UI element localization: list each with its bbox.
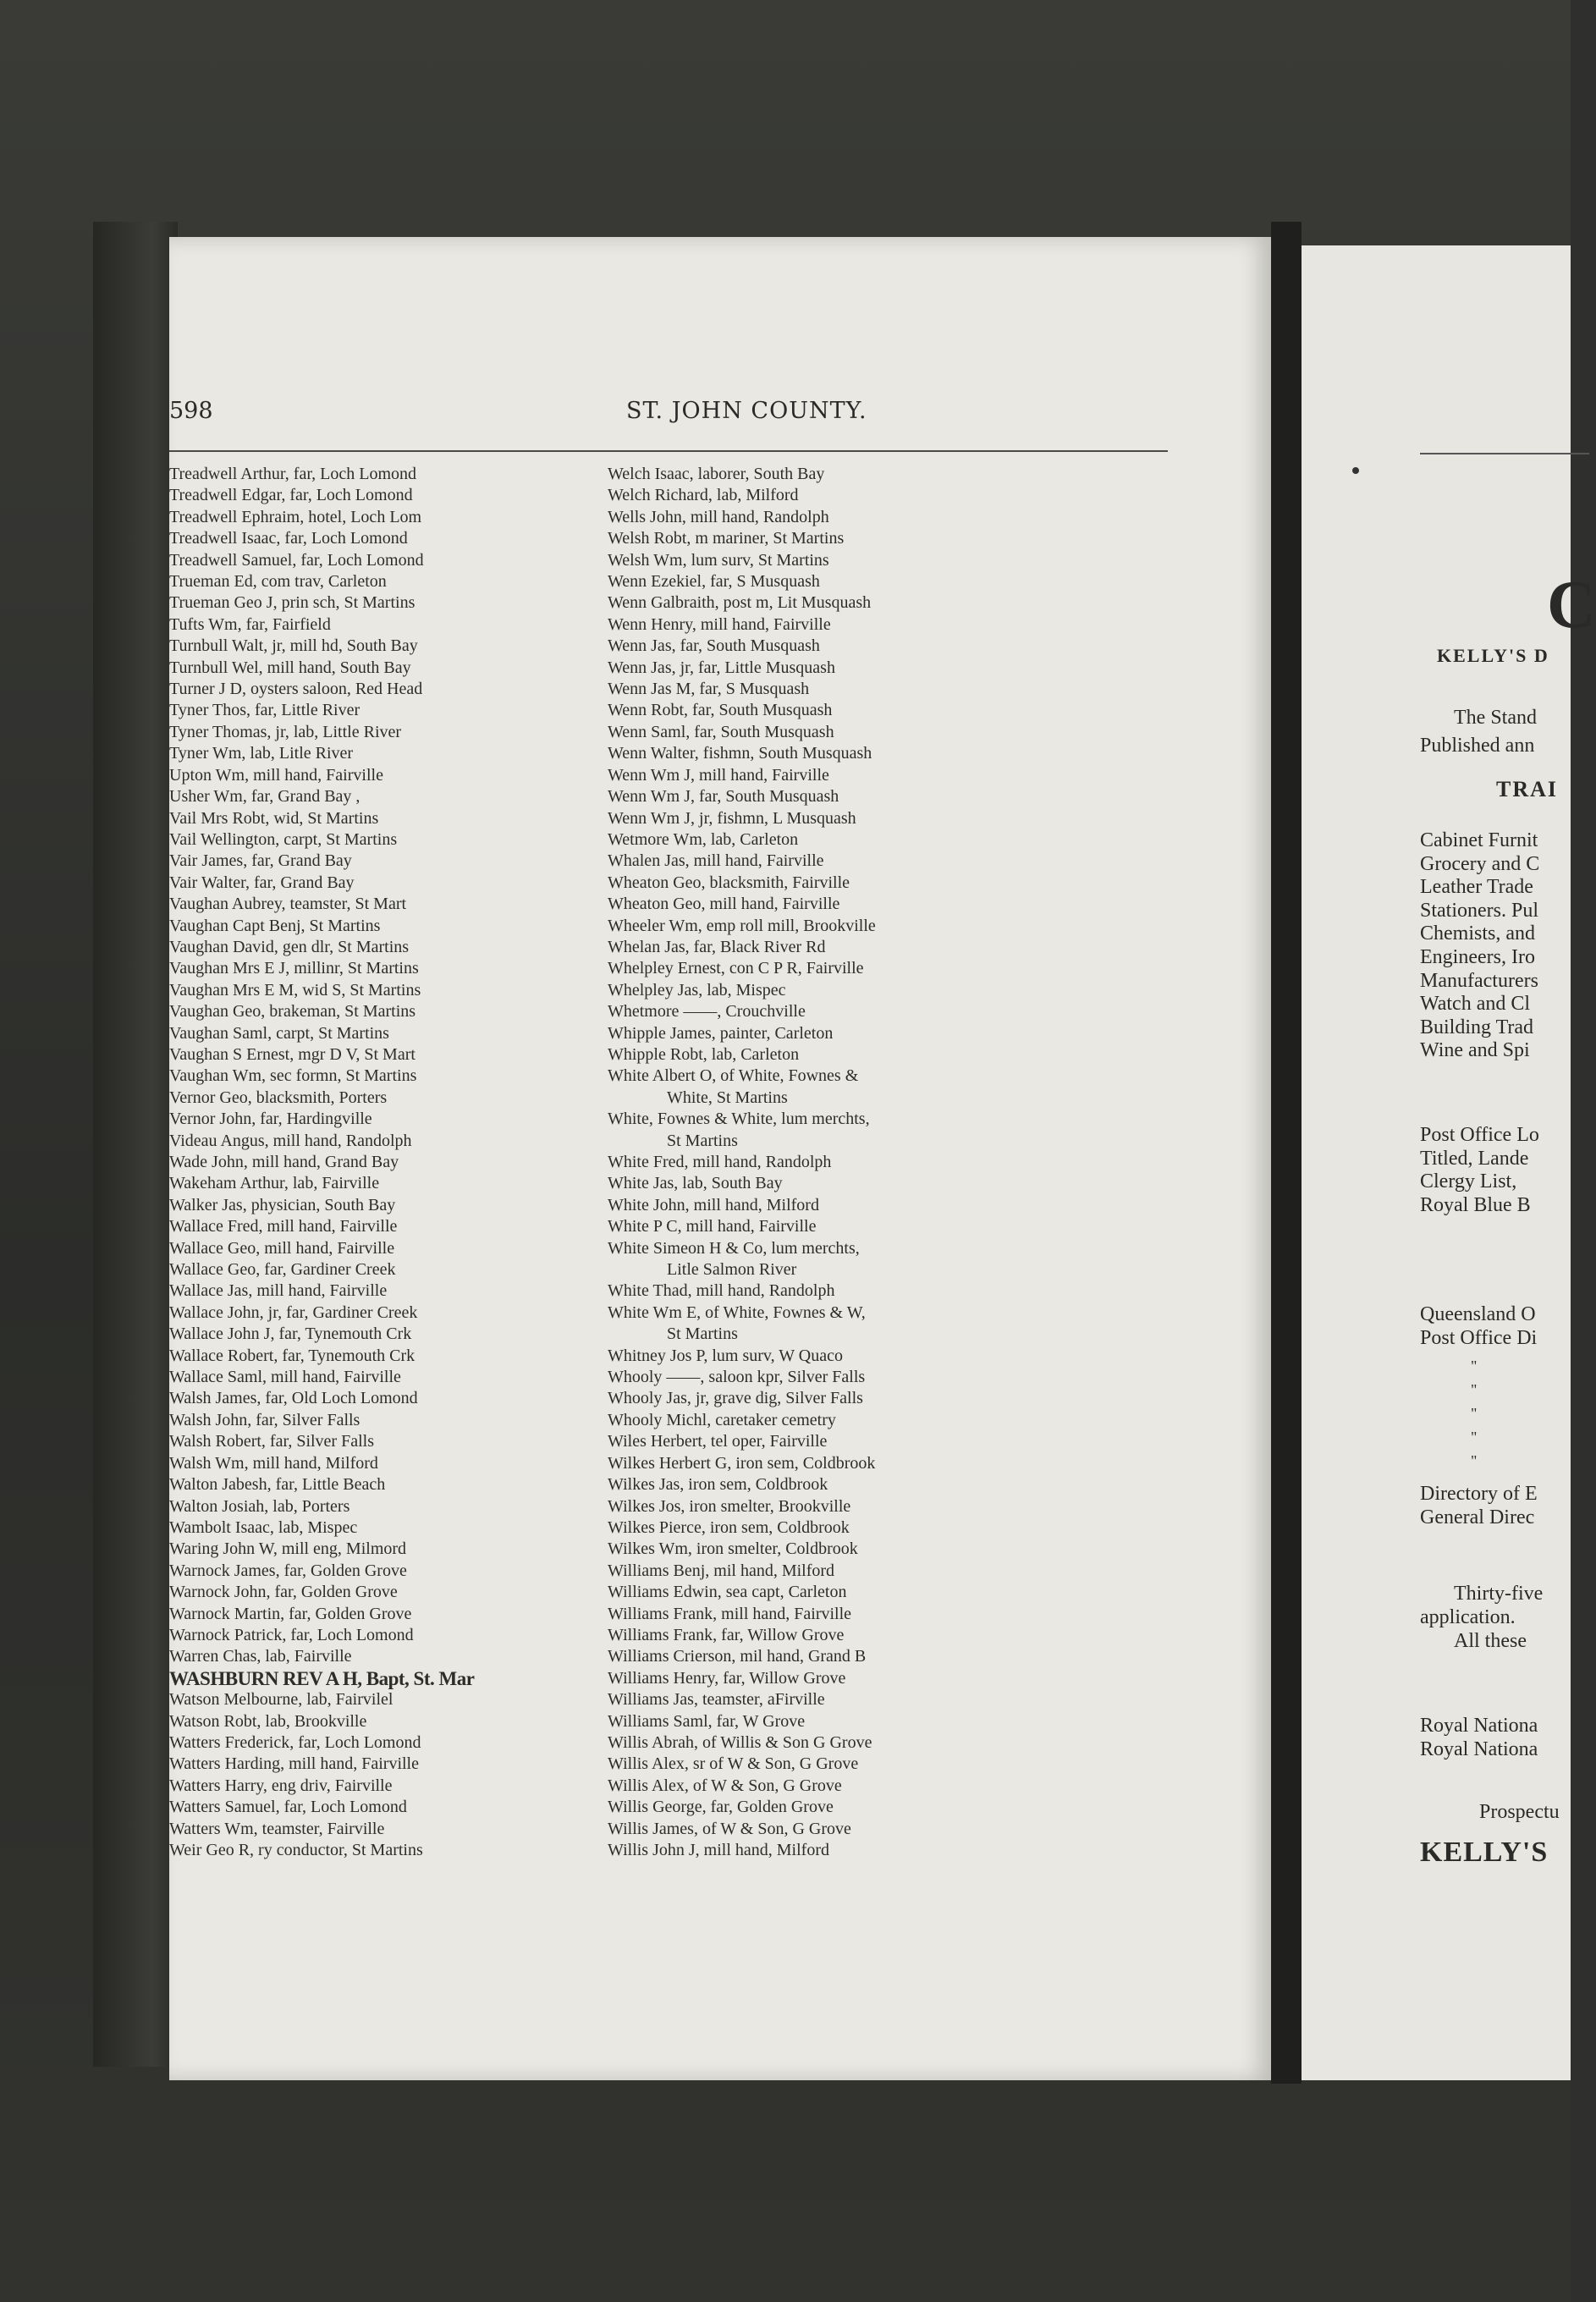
directory-entry: Walsh Wm, mill hand, Milford [169, 1453, 378, 1473]
directory-entry: Whelan Jas, far, Black River Rd [608, 937, 826, 956]
list-item: Watch and Cl [1420, 993, 1531, 1016]
directory-entry: Usher Wm, far, Grand Bay , [169, 787, 360, 807]
directory-entry: Vaughan Capt Benj, St Martins [169, 916, 381, 935]
book-gutter [1271, 222, 1302, 2084]
directory-entry-continuation: Litle Salmon River [667, 1260, 797, 1280]
directory-entry-continuation: White, St Martins [667, 1088, 788, 1107]
directory-entry: Wells John, mill hand, Randolph [608, 507, 829, 526]
directory-entry: White Wm E, of White, Fownes & W, [608, 1302, 866, 1322]
directory-entry: Tyner Wm, lab, Litle River [169, 744, 354, 763]
directory-entry: Wilkes Herbert G, iron sem, Coldbrook [608, 1453, 876, 1473]
list-item: Royal Blue B [1420, 1193, 1531, 1216]
directory-entry: Wenn Henry, mill hand, Fairville [608, 614, 831, 634]
directory-entry: Williams Crierson, mil hand, Grand B [608, 1647, 867, 1666]
header-rule [169, 450, 1168, 452]
directory-entry: Walker Jas, physician, South Bay [169, 1195, 396, 1214]
directory-entry: Williams Jas, teamster, aFirville [608, 1690, 825, 1710]
directory-entry: Williams Frank, mill hand, Fairville [608, 1604, 852, 1623]
directory-entry: Willis James, of W & Son, G Grove [608, 1819, 851, 1838]
directory-entry: Wenn Jas, far, South Musquash [608, 636, 820, 656]
directory-entry: White P C, mill hand, Fairville [608, 1217, 817, 1236]
directory-entry: Walton Josiah, lab, Porters [169, 1496, 350, 1516]
facing-page-para-line: Prospectu [1479, 1801, 1560, 1823]
directory-entry: Watters Harding, mill hand, Fairville [169, 1754, 419, 1774]
directory-entry: Vaughan Wm, sec formn, St Martins [169, 1066, 417, 1086]
directory-entry: Welsh Wm, lum surv, St Martins [608, 550, 829, 570]
directory-entry: Walsh John, far, Silver Falls [169, 1410, 360, 1429]
directory-entry: Wallace John, jr, far, Gardiner Creek [169, 1302, 418, 1322]
list-item: Wine and Spi [1420, 1039, 1530, 1062]
directory-entry: Vail Mrs Robt, wid, St Martins [169, 808, 379, 828]
directory-entry: WASHBURN REV A H, Bapt, St. Mar [169, 1667, 475, 1689]
facing-page-trade-heading: TRAI [1496, 777, 1559, 801]
directory-entry: Wilkes Jas, iron sem, Coldbrook [608, 1475, 828, 1495]
directory-entry: Whooly Jas, jr, grave dig, Silver Falls [608, 1389, 863, 1408]
directory-entry: Wiles Herbert, tel oper, Fairville [608, 1432, 828, 1451]
directory-entry: Williams Saml, far, W Grove [608, 1711, 806, 1731]
directory-entry-continuation: St Martins [667, 1131, 738, 1150]
page-number: 598 [169, 398, 213, 424]
directory-entry: Whitney Jos P, lum surv, W Quaco [608, 1346, 843, 1365]
directory-entry: Willis Alex, sr of W & Son, G Grove [608, 1754, 859, 1774]
list-item: Engineers, Iro [1420, 945, 1535, 968]
directory-entry: White Albert O, of White, Fownes & [608, 1066, 859, 1086]
directory-entry: Whetmore ——, Crouchville [608, 1002, 806, 1022]
directory-entry: Wetmore Wm, lab, Carleton [608, 829, 799, 849]
facing-page-ditto-marks [1471, 1354, 1477, 1473]
directory-entry: White, Fownes & White, lum merchts, [608, 1110, 870, 1129]
list-item: Directory of E [1420, 1483, 1538, 1505]
list-item: Post Office Di [1420, 1326, 1538, 1349]
list-item: Clergy List, [1420, 1170, 1517, 1193]
directory-entry: Treadwell Edgar, far, Loch Lomond [169, 486, 413, 505]
directory-entry: Upton Wm, mill hand, Fairville [169, 765, 383, 785]
directory-entry: Whipple Robt, lab, Carleton [608, 1044, 800, 1064]
directory-entry: Wallace Saml, mill hand, Fairville [169, 1368, 401, 1387]
list-item: Building Trad [1420, 1016, 1534, 1038]
directory-entry: Walsh James, far, Old Loch Lomond [169, 1389, 418, 1408]
list-item: Queensland O [1420, 1303, 1536, 1325]
directory-entry: Walton Jabesh, far, Little Beach [169, 1475, 386, 1495]
directory-entry-continuation: St Martins [667, 1324, 738, 1344]
directory-entry: Vernor Geo, blacksmith, Porters [169, 1088, 388, 1107]
directory-entry: Wenn Jas, jr, far, Little Musquash [608, 658, 835, 677]
directory-entry: Welch Isaac, laborer, South Bay [608, 465, 825, 483]
directory-entry: Vaughan David, gen dlr, St Martins [169, 937, 410, 956]
directory-entry: Whelpley Jas, lab, Mispec [608, 980, 786, 1000]
list-item: Chemists, and [1420, 922, 1535, 945]
facing-page-list-3 [1420, 1303, 1537, 1350]
directory-entry: Whooly ——, saloon kpr, Silver Falls [608, 1368, 866, 1387]
ditto-mark: " [1471, 1405, 1478, 1422]
directory-entry: Videau Angus, mill hand, Randolph [169, 1131, 412, 1150]
facing-page [1302, 245, 1596, 2080]
directory-entry: Treadwell Arthur, far, Loch Lomond [169, 465, 417, 483]
directory-entry: Wenn Walter, fishmn, South Musquash [608, 744, 872, 763]
ditto-mark: " [1471, 1358, 1478, 1374]
directory-entry: Wilkes Pierce, iron sem, Coldbrook [608, 1517, 850, 1537]
directory-entry: Welch Richard, lab, Milford [608, 486, 799, 505]
facing-page-big-letter: C [1547, 568, 1596, 642]
directory-entry: Watters Samuel, far, Loch Lomond [169, 1798, 407, 1817]
list-item: Grocery and C [1420, 852, 1540, 875]
directory-entry: Wenn Jas M, far, S Musquash [608, 680, 810, 699]
list-item: Royal Nationa [1420, 1738, 1538, 1760]
directory-entry: Treadwell Ephraim, hotel, Loch Lom [169, 507, 422, 526]
directory-entry: Williams Edwin, sea capt, Carleton [608, 1583, 847, 1602]
ditto-mark: " [1471, 1381, 1478, 1398]
directory-entry: White Thad, mill hand, Randolph [608, 1281, 835, 1301]
list-item: Royal Nationa [1420, 1715, 1538, 1737]
directory-entry: Vaughan Geo, brakeman, St Martins [169, 1002, 416, 1022]
directory-entry: Welsh Robt, m mariner, St Martins [608, 529, 845, 548]
directory-entry: Wenn Wm J, jr, fishmn, L Musquash [608, 808, 856, 828]
directory-entry: Treadwell Samuel, far, Loch Lomond [169, 550, 424, 570]
directory-entry: Wakeham Arthur, lab, Fairville [169, 1174, 380, 1193]
directory-entry: Vaughan S Ernest, mgr D V, St Mart [169, 1044, 416, 1064]
directory-entry: Williams Henry, far, Willow Grove [608, 1668, 846, 1688]
list-item: Post Office Lo [1420, 1124, 1539, 1146]
facing-page-list-4 [1420, 1483, 1538, 1529]
directory-entry: Whooly Michl, caretaker cemetry [608, 1410, 836, 1429]
directory-entry: Wenn Saml, far, South Musquash [608, 722, 834, 741]
directory-entry: Wade John, mill hand, Grand Bay [169, 1153, 399, 1171]
facing-page-para-line: application. [1420, 1606, 1516, 1628]
directory-entry: Watson Melbourne, lab, Fairvilel [169, 1690, 393, 1710]
facing-page-para-line: All these [1454, 1630, 1527, 1652]
directory-entry: Vair Walter, far, Grand Bay [169, 873, 355, 892]
facing-page-para-line: The Stand [1454, 707, 1537, 729]
directory-entry: Willis Abrah, of Willis & Son G Grove [608, 1732, 872, 1752]
directory-entry: Warnock James, far, Golden Grove [169, 1561, 407, 1580]
directory-entry: Watters Frederick, far, Loch Lomond [169, 1732, 421, 1752]
directory-entry: White Simeon H & Co, lum merchts, [608, 1238, 860, 1258]
directory-entry: Wallace Geo, mill hand, Fairville [169, 1238, 395, 1258]
facing-page-para-line: Thirty-five [1454, 1583, 1544, 1605]
directory-entry: Whipple James, painter, Carleton [608, 1023, 834, 1043]
directory-entry: Wilkes Jos, iron smelter, Brookville [608, 1496, 851, 1516]
directory-entry: Vaughan Mrs E M, wid S, St Martins [169, 980, 421, 1000]
directory-entry: Watters Wm, teamster, Fairville [169, 1819, 385, 1838]
book-edge [93, 222, 178, 2067]
directory-entry: Wheaton Geo, mill hand, Fairville [608, 895, 840, 914]
ditto-mark: " [1471, 1429, 1478, 1446]
directory-entry: Turnbull Wel, mill hand, South Bay [169, 658, 411, 677]
directory-entry: Whelpley Ernest, con C P R, Fairville [608, 959, 864, 978]
facing-page-list-5 [1420, 1715, 1538, 1761]
directory-entry: Warnock Patrick, far, Loch Lomond [169, 1625, 414, 1644]
directory-entry: White John, mill hand, Milford [608, 1195, 819, 1214]
facing-page-list-2 [1420, 1124, 1539, 1217]
directory-entry: Vaughan Aubrey, teamster, St Mart [169, 895, 407, 914]
directory-entry: Warren Chas, lab, Fairville [169, 1647, 352, 1666]
directory-entry: Turner J D, oysters saloon, Red Head [169, 680, 423, 699]
directory-entry: Vaughan Mrs E J, millinr, St Martins [169, 959, 419, 978]
directory-entry: Watson Robt, lab, Brookville [169, 1711, 367, 1731]
directory-entry: White Fred, mill hand, Randolph [608, 1153, 832, 1171]
directory-entry: Wenn Ezekiel, far, S Musquash [608, 572, 820, 592]
directory-entry: Trueman Geo J, prin sch, St Martins [169, 593, 416, 613]
directory-entry: White Jas, lab, South Bay [608, 1174, 783, 1193]
directory-entry: Willis Alex, of W & Son, G Grove [608, 1776, 842, 1795]
directory-entry: Wenn Robt, far, South Musquash [608, 701, 833, 720]
directory-entry: Wheaton Geo, blacksmith, Fairville [608, 873, 850, 892]
list-item: Leather Trade [1420, 876, 1533, 899]
list-item: Stationers. Pul [1420, 899, 1539, 922]
facing-page-footer-title: KELLY'S [1420, 1837, 1549, 1868]
directory-entry: Wallace Robert, far, Tynemouth Crk [169, 1346, 416, 1365]
directory-entry: Vail Wellington, carpt, St Martins [169, 829, 398, 849]
directory-entry: Wenn Wm J, far, South Musquash [608, 787, 839, 807]
list-item: Titled, Lande [1420, 1147, 1529, 1170]
directory-entry: Tyner Thomas, jr, lab, Little River [169, 722, 402, 741]
directory-entry: Weir Geo R, ry conductor, St Martins [169, 1841, 423, 1859]
directory-entry: Williams Frank, far, Willow Grove [608, 1625, 845, 1644]
directory-entry: Williams Benj, mil hand, Milford [608, 1561, 835, 1580]
ditto-mark: " [1471, 1452, 1478, 1469]
directory-entry: Tyner Thos, far, Little River [169, 701, 360, 720]
directory-entry: Wilkes Wm, iron smelter, Coldbrook [608, 1539, 858, 1559]
facing-page-list-1 [1420, 829, 1539, 1063]
directory-entry: Tufts Wm, far, Fairfield [169, 614, 331, 634]
directory-entry: Wallace Jas, mill hand, Fairville [169, 1281, 388, 1301]
directory-entry: Wambolt Isaac, lab, Mispec [169, 1517, 358, 1537]
directory-entry: Vaughan Saml, carpt, St Martins [169, 1023, 389, 1043]
directory-column-left [169, 464, 626, 1861]
bullet-mark [1352, 467, 1359, 474]
facing-page-rule [1420, 453, 1589, 454]
running-head: ST. JOHN COUNTY. [626, 398, 867, 424]
directory-entry: Willis John J, mill hand, Milford [608, 1841, 829, 1859]
directory-entry: Wheeler Wm, emp roll mill, Brookville [608, 916, 876, 935]
directory-entry: Wallace Fred, mill hand, Fairville [169, 1217, 398, 1236]
directory-entry: Vernor John, far, Hardingville [169, 1110, 372, 1129]
directory-entry: Willis George, far, Golden Grove [608, 1798, 834, 1817]
directory-entry: Wallace Geo, far, Gardiner Creek [169, 1260, 396, 1280]
facing-page-subhead: KELLY'S D [1437, 645, 1549, 666]
directory-entry: Wenn Galbraith, post m, Lit Musquash [608, 593, 872, 613]
directory-entry: Trueman Ed, com trav, Carleton [169, 572, 387, 592]
list-item: General Direc [1420, 1506, 1535, 1528]
directory-entry: Watters Harry, eng driv, Fairville [169, 1776, 393, 1795]
directory-column-right [608, 464, 1200, 1861]
directory-entry: Walsh Robert, far, Silver Falls [169, 1432, 374, 1451]
facing-page-para-line: Published ann [1420, 735, 1535, 757]
directory-entry: Wenn Wm J, mill hand, Fairville [608, 765, 829, 785]
list-item: Manufacturers [1420, 969, 1538, 992]
directory-entry: Whalen Jas, mill hand, Fairville [608, 851, 824, 871]
list-item: Cabinet Furnit [1420, 829, 1538, 851]
directory-entry: Treadwell Isaac, far, Loch Lomond [169, 529, 408, 548]
directory-entry: Waring John W, mill eng, Milmord [169, 1539, 407, 1559]
directory-entry: Vair James, far, Grand Bay [169, 851, 352, 871]
directory-entry: Warnock John, far, Golden Grove [169, 1583, 398, 1602]
directory-entry: Wallace John J, far, Tynemouth Crk [169, 1324, 412, 1344]
directory-entry: Turnbull Walt, jr, mill hd, South Bay [169, 636, 418, 656]
directory-entry: Warnock Martin, far, Golden Grove [169, 1604, 412, 1623]
